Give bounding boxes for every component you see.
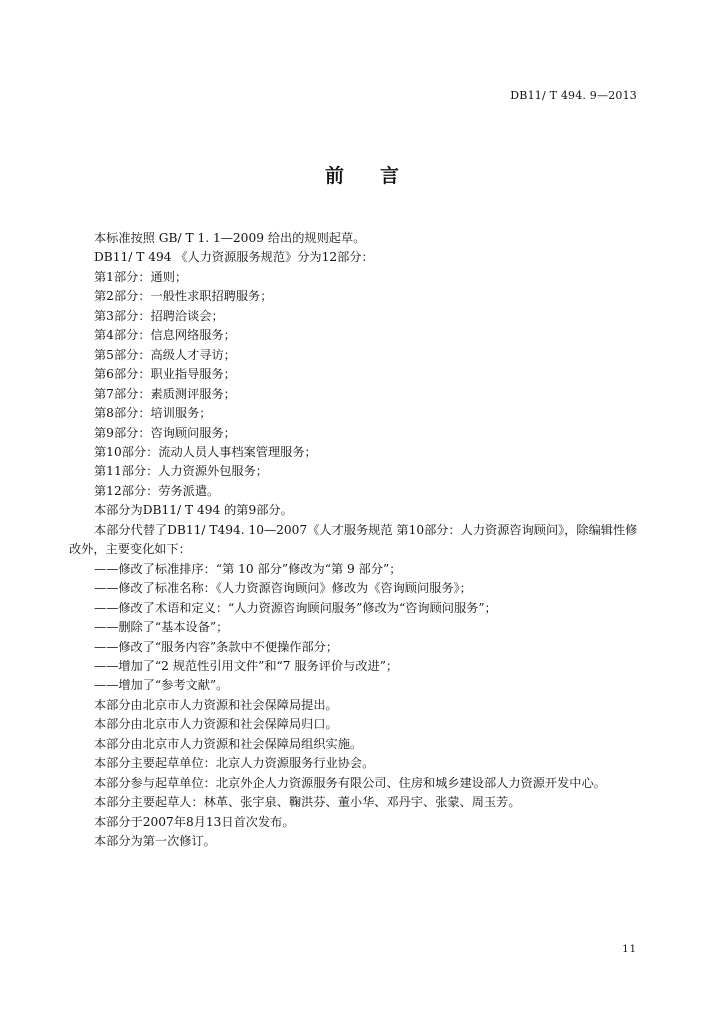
closing-paragraph: 本部分主要起草单位：北京人力资源服务行业协会。 <box>94 756 375 771</box>
closing-paragraph: 本部分由北京市人力资源和社会保障局提出。 <box>94 697 338 712</box>
closing-paragraph: 本部分主要起草人：林革、张宇泉、鞠洪芬、董小华、邓丹宇、张蒙、周玉芳。 <box>94 795 521 810</box>
paragraph: DB11/ T 494 《人力资源服务规范》分为12部分： <box>94 250 374 265</box>
replace-paragraph: 本部分代替了DB11/ T494. 10—2007《人才服务规范 第10部分：人力资源咨询顾问》，除编辑性修 <box>94 522 638 537</box>
page-number: 11 <box>622 944 637 955</box>
part-item: 第2部分：一般性求职招聘服务； <box>94 289 273 304</box>
closing-paragraph: 本部分为第一次修订。 <box>94 834 216 849</box>
part-item: 第10部分：流动人员人事档案管理服务； <box>94 444 317 459</box>
closing-paragraph: 本部分由北京市人力资源和社会保障局组织实施。 <box>94 736 363 751</box>
change-item: ——删除了“基本设备”； <box>94 620 229 635</box>
part-item: 第6部分：职业指导服务； <box>94 367 236 382</box>
closing-paragraph: 本部分由北京市人力资源和社会保障局归口。 <box>94 717 338 732</box>
change-item: ——修改了“服务内容”条款中不便操作部分； <box>94 639 339 654</box>
closing-paragraph: 本部分于2007年8月13日首次发布。 <box>94 814 295 829</box>
part-item: 第7部分：素质测评服务； <box>94 386 236 401</box>
part-item: 第12部分：劳务派遣。 <box>94 483 220 498</box>
change-item: ——增加了“参考文献”。 <box>94 678 229 693</box>
change-item: ——修改了标准名称：《人力资源咨询顾问》修改为《咨询顾问服务》； <box>94 581 472 596</box>
change-item: ——修改了标准排序：“第 10 部分”修改为“第 9 部分”； <box>94 561 402 576</box>
part-item: 第3部分：招聘洽谈会； <box>94 308 224 323</box>
closing-paragraph: 本部分参与起草单位：北京外企人力资源服务有限公司、住房和城乡建设部人力资源开发中心。 <box>94 775 606 790</box>
page-title: 前言 <box>324 165 435 187</box>
change-item: ——修改了术语和定义：“人力资源咨询顾问服务”修改为“咨询顾问服务”； <box>94 600 497 615</box>
part-item: 第4部分：信息网络服务； <box>94 328 236 343</box>
paragraph: 本标准按照 GB/ T 1. 1—2009 给出的规则起草。 <box>94 231 366 245</box>
part-item: 第9部分：咨询顾问服务； <box>94 425 236 440</box>
change-item: ——增加了“2 规范性引用文件”和“7 服务评价与改进”； <box>94 658 399 673</box>
paragraph: 本部分为DB11/ T 494 的第9部分。 <box>94 503 293 518</box>
part-item: 第5部分：高级人才寻访； <box>94 347 236 362</box>
replace-paragraph-continued: 改外，主要变化如下： <box>69 542 191 557</box>
part-item: 第11部分：人力资源外包服务； <box>94 464 268 479</box>
foreword-body <box>69 229 649 852</box>
standard-code: DB11/ T 494. 9—2013 <box>510 89 637 102</box>
part-item: 第8部分：培训服务； <box>94 406 212 421</box>
part-item: 第1部分：通则； <box>94 269 188 284</box>
